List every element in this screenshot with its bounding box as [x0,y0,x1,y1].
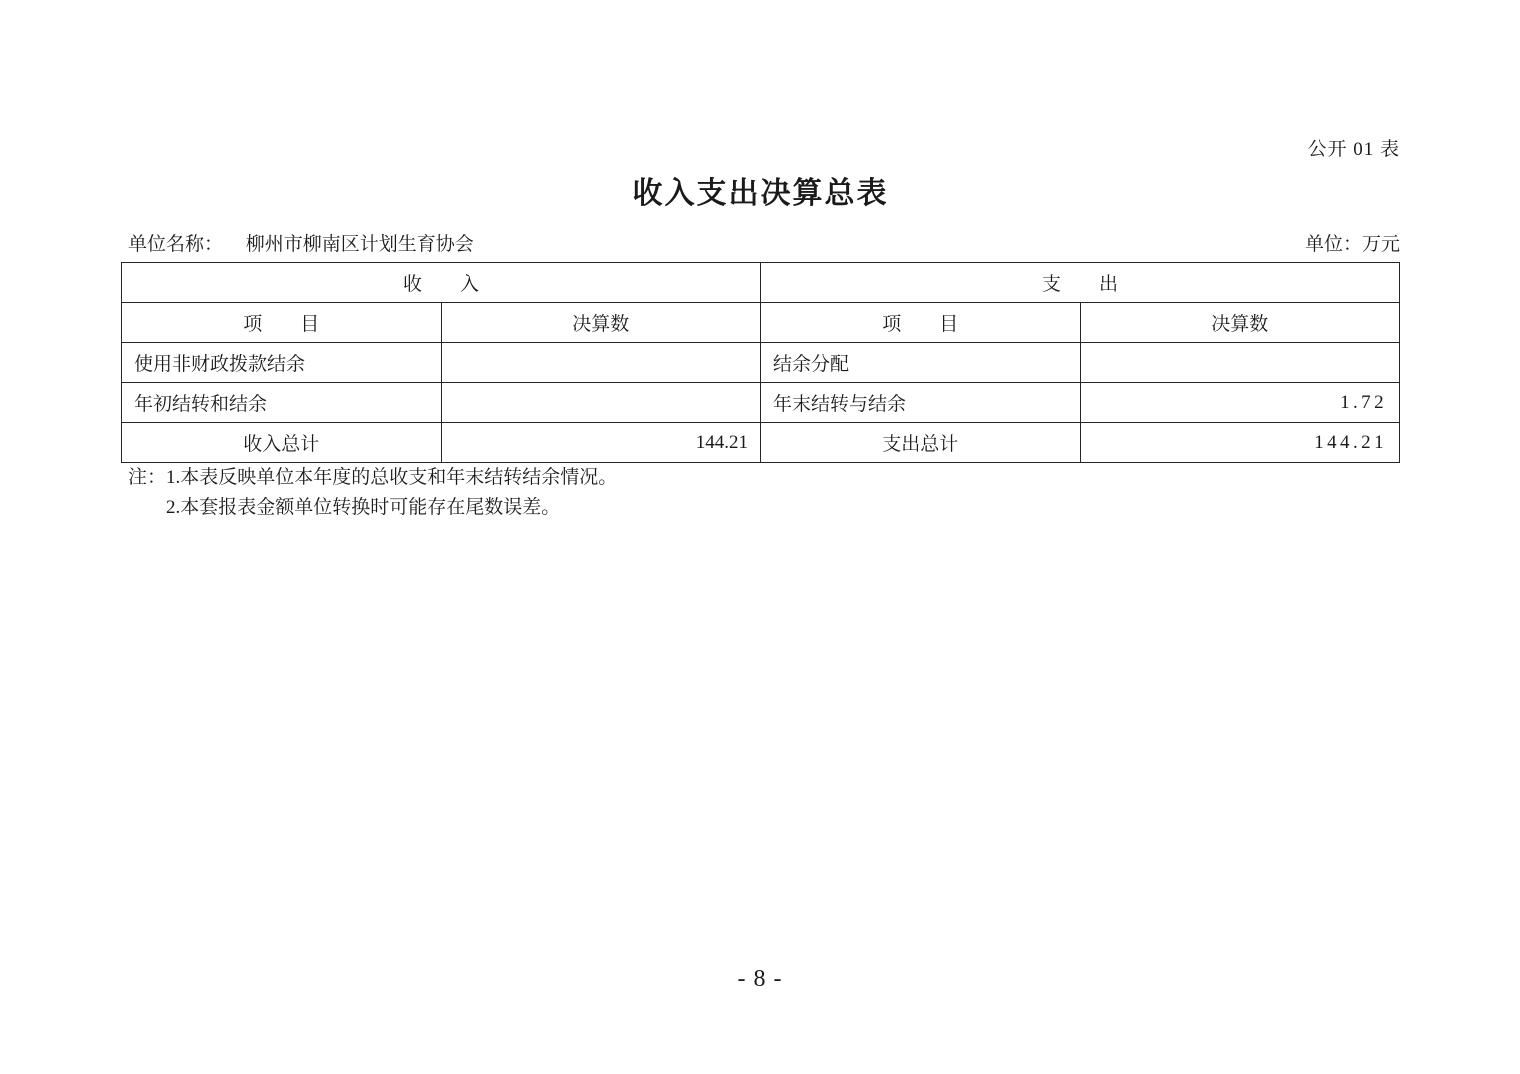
table-row [122,343,1400,383]
income-total-label: 收入总计 [122,423,442,463]
expense-amount-cell: 1.72 [1080,383,1400,423]
expense-item-cell: 结余分配 [761,343,1081,383]
expense-amount-header: 决算数 [1080,303,1400,343]
page-number: - 8 - [737,966,783,992]
expense-item-header: 项 目 [761,303,1081,343]
expense-item-cell: 年末结转与结余 [761,383,1081,423]
income-section-header: 收 入 [122,263,761,303]
budget-summary-table [121,262,1400,463]
section-header-row [122,263,1400,303]
unit-name-value: 柳州市柳南区计划生育协会 [245,234,474,255]
expense-total-label: 支出总计 [761,423,1081,463]
footnote-label: 注： [128,467,167,488]
income-amount-cell [441,343,761,383]
income-item-cell: 年初结转和结余 [122,383,442,423]
meta-row [128,229,1400,256]
currency-unit-label: 单位：万元 [1304,234,1400,255]
table-row [122,383,1400,423]
expense-section-header: 支 出 [761,263,1400,303]
footnote-lines [166,463,617,523]
expense-total-amount: 144.21 [1080,423,1400,463]
income-item-cell: 使用非财政拨款结余 [122,343,442,383]
income-amount-cell [441,383,761,423]
footnote-line-2: 2.本套报表金额单位转换时可能存在尾数误差。 [166,497,561,518]
table-code-label: 公开 01 表 [1307,139,1400,160]
income-item-header: 项 目 [122,303,442,343]
income-total-amount: 144.21 [441,423,761,463]
column-header-row [122,303,1400,343]
page-title: 收入支出决算总表 [632,177,889,210]
income-amount-header: 决算数 [441,303,761,343]
footnotes [128,463,617,523]
unit-name-label: 单位名称： [128,234,224,255]
unit-name-group [128,229,474,256]
footnote-line-1: 1.本表反映单位本年度的总收支和年末结转结余情况。 [166,467,618,488]
expense-amount-cell [1080,343,1400,383]
total-row [122,423,1400,463]
